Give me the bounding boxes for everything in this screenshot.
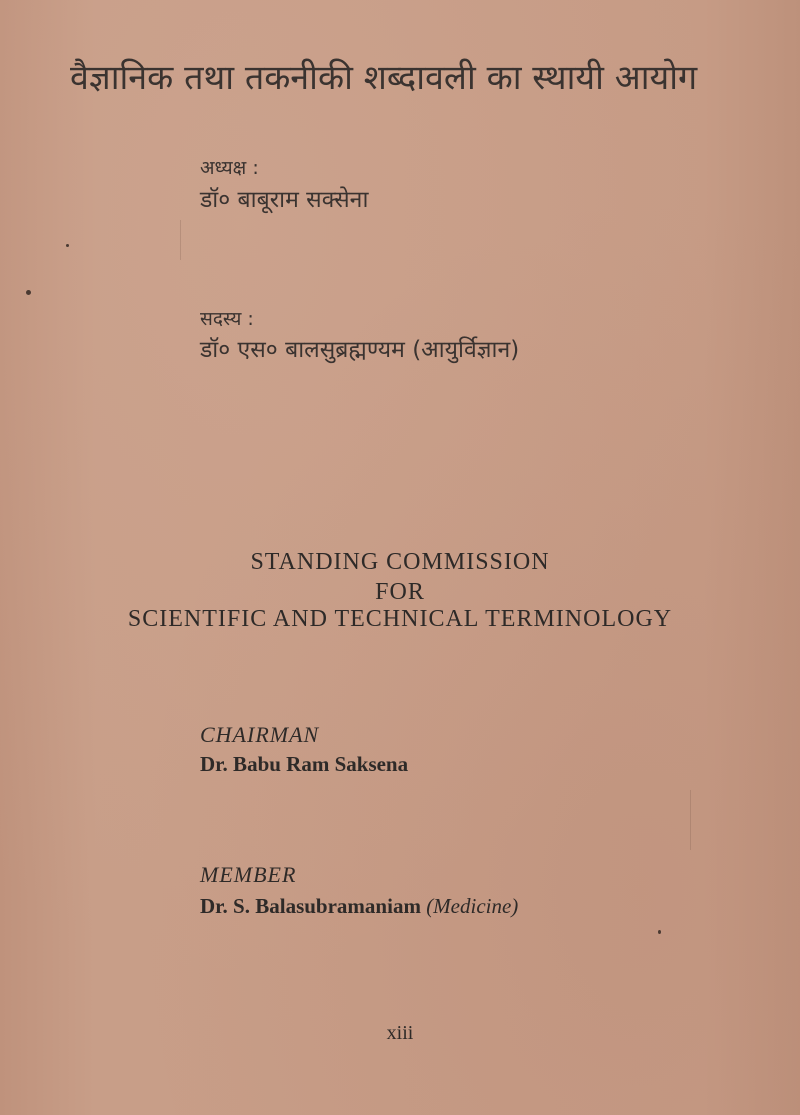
commission-title-line-1: STANDING COMMISSION [250,549,550,575]
ink-speck [658,930,661,934]
ink-speck [26,290,31,295]
hindi-commission-title: वैज्ञानिक तथा तकनीकी शब्दावली का स्थायी आयोग [70,58,698,98]
hindi-chairman-label: अध्यक्ष : [200,157,259,179]
commission-title-line-3: SCIENTIFIC AND TECHNICAL TERMINOLOGY [127,606,673,632]
paper-crease [690,790,691,850]
hindi-member-label: सदस्य : [200,308,254,330]
member-name: Dr. S. Balasubramaniam [200,894,421,918]
member-line [200,894,518,919]
commission-title-line-2: FOR [375,579,425,605]
paper-crease [180,220,181,260]
page-number: xiii [386,1022,414,1044]
hindi-member-name: डॉ० एस० बालसुब्रह्मण्यम (आयुर्विज्ञान) [200,337,520,363]
member-specialty: (Medicine) [426,894,519,918]
chairman-name: Dr. Babu Ram Saksena [200,752,409,776]
ink-speck [66,244,69,247]
hindi-chairman-name: डॉ० बाबूराम सक्सेना [200,187,369,213]
chairman-label: CHAIRMAN [200,722,320,747]
member-label: MEMBER [200,862,297,887]
